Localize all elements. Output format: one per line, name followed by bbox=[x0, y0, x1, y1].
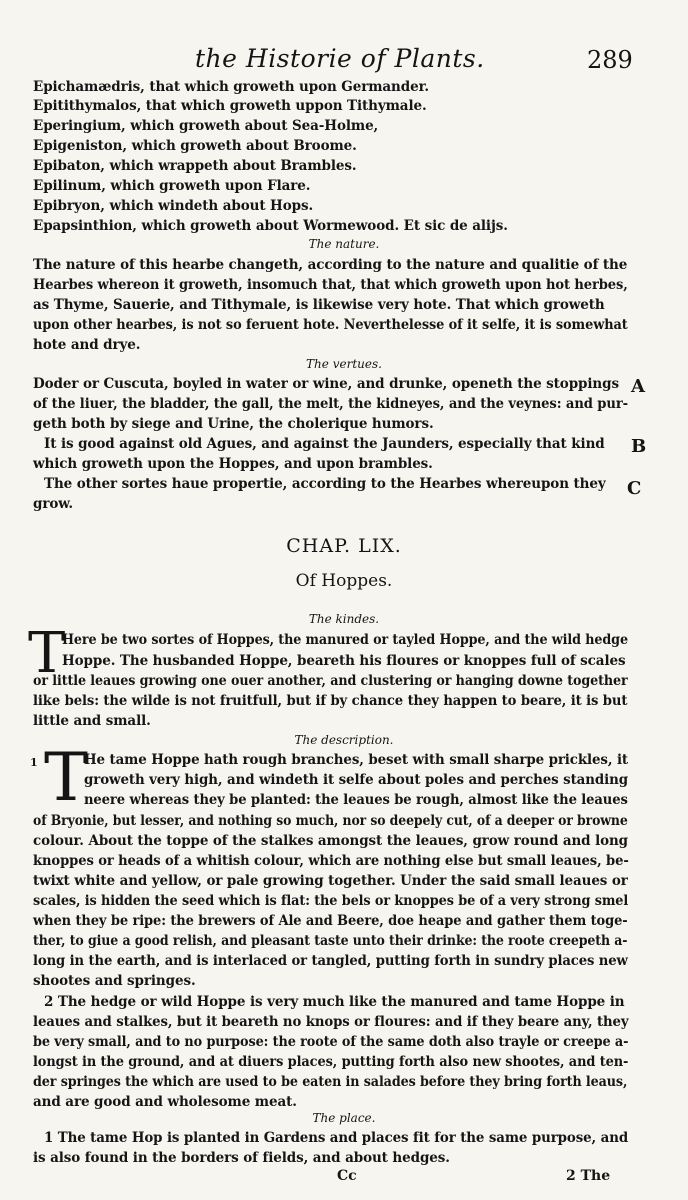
section-heading-place: The place. bbox=[312, 1111, 376, 1125]
text-line: grow. bbox=[33, 496, 74, 512]
text-line: colour. About the toppe of the stalkes amongst the leaues, grow round and long bbox=[33, 833, 628, 849]
text-line: Epilinum, which groweth upon Flare. bbox=[33, 178, 311, 194]
text-line: leaues and stalkes, but it beareth no knops or floures: and if they beare any, they bbox=[33, 1014, 629, 1030]
text-line: like bels: the wilde is not fruitfull, but if by chance they happen to beare, it is but bbox=[33, 693, 628, 709]
text-line: groweth very high, and windeth it selfe about poles and perches standing bbox=[84, 772, 628, 788]
text-line: The nature of this hearbe changeth, according to the nature and qualitie of the bbox=[33, 257, 628, 273]
text-line: Eperingium, which groweth about Sea-Holme, bbox=[33, 118, 379, 134]
text-line: scales, is hidden the seed which is flat: the bels or knoppes be of a very strong smel bbox=[33, 893, 629, 909]
text-line: knoppes or heads of a whitish colour, which are nothing else but small leaues, be- bbox=[33, 853, 629, 869]
text-line: It is good against old Agues, and against the Jaunders, especially that kind bbox=[44, 436, 605, 452]
running-title: the Historie of Plants. bbox=[195, 44, 485, 73]
section-heading-description: The description. bbox=[294, 733, 394, 747]
text-line: Doder or Cuscuta, boyled in water or wine, and drunke, openeth the stoppings bbox=[33, 376, 619, 392]
text-line: Hoppe. The husbanded Hoppe, beareth his floures or knoppes full of scales bbox=[62, 653, 626, 669]
text-line: geth both by siege and Urine, the cholerique humors. bbox=[33, 416, 434, 432]
text-line: hote and drye. bbox=[33, 337, 141, 353]
text-line: neere whereas they be planted: the leaues be rough, almost like the leaues bbox=[84, 792, 628, 808]
text-line: Epapsinthion, which groweth about Wormewood. Et sic de alijs. bbox=[33, 218, 508, 234]
text-line: is also found in the borders of fields, and about hedges. bbox=[33, 1150, 450, 1166]
text-line: Epibryon, which windeth about Hops. bbox=[33, 198, 314, 214]
text-line: be very small, and to no purpose: the roote of the same doth also trayle or creepe a- bbox=[33, 1034, 629, 1050]
text-line: and are good and wholesome meat. bbox=[33, 1094, 297, 1110]
text-line: upon other hearbes, is not so feruent hote. Neverthelesse of it selfe, it is somewhat bbox=[33, 317, 628, 333]
section-heading-kindes: The kindes. bbox=[308, 612, 380, 626]
margin-letter: B bbox=[631, 436, 647, 457]
text-line: of the liuer, the bladder, the gall, the melt, the kidneyes, and the veynes: and pur- bbox=[33, 396, 629, 412]
chapter-number: CHAP. LIX. bbox=[286, 535, 402, 557]
signature-mark: Cc bbox=[337, 1168, 357, 1184]
text-line: or little leaues growing one ouer another, and clustering or hanging downe together bbox=[33, 673, 628, 689]
text-line: He tame Hoppe hath rough branches, beset with small sharpe prickles, it bbox=[84, 752, 629, 768]
text-line: 1 The tame Hop is planted in Gardens and places fit for the same purpose, and bbox=[44, 1130, 629, 1146]
page-header bbox=[0, 42, 688, 72]
text-line: longst in the ground, and at diuers places, putting forth also new shootes, and ten- bbox=[33, 1054, 629, 1070]
text-line: twixt white and yellow, or pale growing together. Under the said small leaues or bbox=[33, 873, 628, 889]
text-line: as Thyme, Sauerie, and Tithymale, is likewise very hote. That which groweth bbox=[33, 297, 605, 313]
text-line: der springes the which are used to be eaten in salades before they bring forth leaus, bbox=[33, 1074, 628, 1090]
margin-letter: A bbox=[631, 376, 645, 397]
text-line: ther, to giue a good relish, and pleasant taste unto their drinke: the roote creepeth a- bbox=[33, 933, 628, 949]
page-number: 289 bbox=[587, 46, 633, 74]
section-heading-nature: The nature. bbox=[308, 237, 380, 251]
item-number: 1 bbox=[30, 756, 38, 769]
catchword: 2 The bbox=[566, 1168, 611, 1184]
text-line: 2 The hedge or wild Hoppe is very much like the manured and tame Hoppe in bbox=[44, 994, 625, 1010]
text-line: Epitithymalos, that which groweth uppon Tithymale. bbox=[33, 98, 427, 114]
text-line: when they be ripe: the brewers of Ale and Beere, doe heape and gather them toge- bbox=[33, 913, 628, 929]
text-line: little and small. bbox=[33, 713, 151, 729]
chapter-title: Of Hoppes. bbox=[295, 571, 393, 591]
drop-capital: T bbox=[44, 739, 89, 816]
text-line: Epichamædris, that which groweth upon Germander. bbox=[33, 79, 429, 95]
drop-capital: T bbox=[28, 621, 66, 686]
text-line: Epigeniston, which groweth about Broome. bbox=[33, 138, 357, 154]
text-line: Here be two sortes of Hoppes, the manured or tayled Hoppe, and the wild hedge bbox=[62, 632, 628, 648]
section-heading-vertues: The vertues. bbox=[306, 357, 382, 371]
text-line: which groweth upon the Hoppes, and upon brambles. bbox=[33, 456, 433, 472]
text-line: shootes and springes. bbox=[33, 973, 196, 989]
text-line: long in the earth, and is interlaced or tangled, putting forth in sundry places new bbox=[33, 953, 628, 969]
text-line: The other sortes haue propertie, according to the Hearbes whereupon they bbox=[44, 476, 606, 492]
text-line: Hearbes whereon it groweth, insomuch that, that which groweth upon hot herbes, bbox=[33, 277, 628, 293]
text-line: of Bryonie, but lesser, and nothing so much, nor so deepely cut, of a deeper or browne bbox=[33, 813, 628, 829]
margin-letter: C bbox=[627, 478, 642, 499]
text-line: Epibaton, which wrappeth about Brambles. bbox=[33, 158, 357, 174]
